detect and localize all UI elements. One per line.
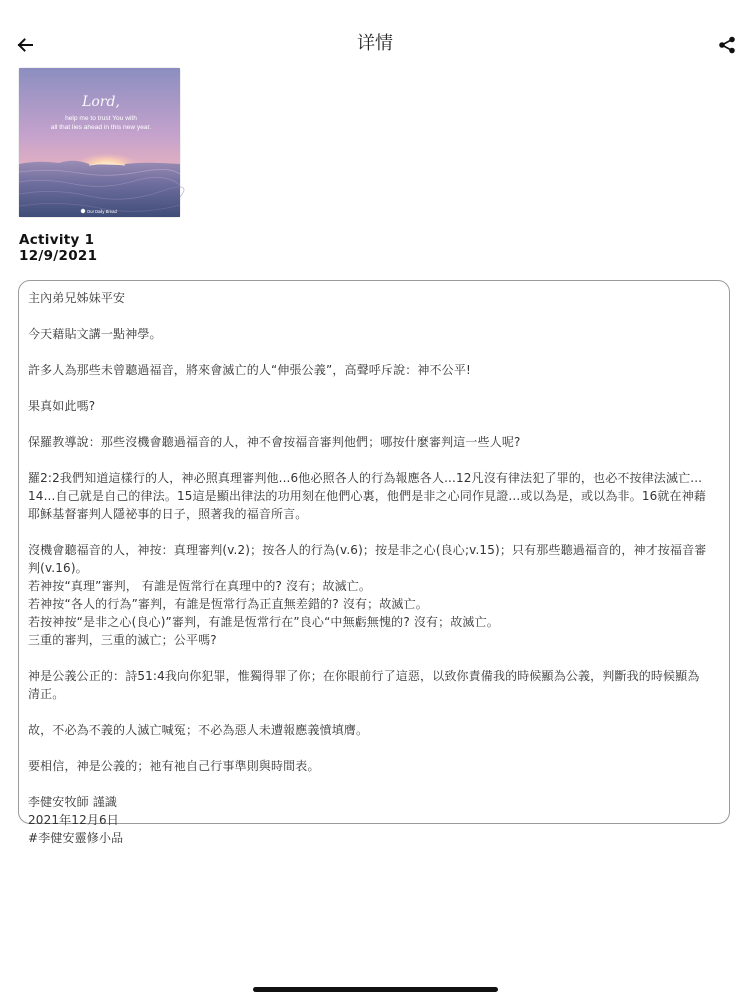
content-line: 故，不必為不義的人滅亡喊冤；不必為惡人未遭報應義憤填膺。 — [28, 723, 369, 737]
content-paragraph — [28, 793, 719, 847]
content-line: 神是公義公正的：詩51:4我向你犯罪，惟獨得罪了你；在你眼前行了這惡，以致你責備我的時候顯為公義，判斷我的時候顯為 — [28, 669, 700, 683]
brand-logo-icon — [81, 209, 85, 213]
content-line: #李健安靈修小品 — [28, 831, 124, 845]
share-icon — [718, 36, 736, 54]
content-paragraph — [28, 667, 719, 703]
activity-name: Activity 1 — [19, 232, 95, 248]
content-paragraph — [28, 469, 719, 523]
content-paragraph — [28, 433, 719, 451]
cover-line-1: help me to trust You with — [65, 115, 137, 122]
content-line: 羅2:2我們知道這樣行的人，神必照真理審判他...6他必照各人的行為報應各人...12凡沒有律法犯了罪的，也必不按律法滅亡... — [28, 471, 703, 485]
devotional-content[interactable] — [18, 280, 730, 845]
content-line: 若按神按“是非之心(良心)”審判，有誰是恆常行在”良心“中無虧無愧的? 沒有；故滅亡。 — [28, 615, 499, 629]
content-paragraph — [28, 361, 719, 379]
share-button[interactable] — [712, 30, 742, 60]
page-title: 详情 — [357, 33, 393, 54]
content-line: 許多人為那些未曾聽過福音，將來會滅亡的人“伸張公義”，高聲呼斥說：神不公平! — [28, 363, 471, 377]
content-line: 要相信，神是公義的；祂有祂自己行事準則與時間表。 — [28, 759, 320, 773]
content-line: 李健安牧師 謹識 — [28, 795, 118, 809]
content-line: 果真如此嗎? — [28, 399, 96, 413]
content-line: 清正。 — [28, 687, 65, 701]
content-paragraph — [28, 757, 719, 775]
content-line: 耶穌基督審判人隱祕事的日子，照著我的福音所言。 — [28, 507, 308, 521]
cover-line-2: all that lies ahead in this new year. — [50, 124, 152, 131]
content-line: 判(v.16)。 — [28, 561, 88, 575]
content-paragraph — [28, 721, 719, 739]
content-line: 2021年12月6日 — [28, 813, 119, 827]
content-line: 今天藉貼文講一點神學。 — [28, 327, 162, 341]
cover-script-word: Lord, — [82, 94, 120, 110]
home-indicator[interactable] — [253, 987, 498, 992]
content-line: 保羅教導說：那些沒機會聽過福音的人，神不會按福音審判他們；哪按什麼審判這一些人呢? — [28, 435, 521, 449]
content-paragraph — [28, 325, 719, 343]
content-line: 三重的審判，三重的滅亡；公平嗎? — [28, 633, 217, 647]
activity-date: 12/9/2021 — [19, 248, 98, 264]
content-paragraph — [28, 397, 719, 415]
cover-brand: Our Daily Bread — [87, 209, 117, 214]
content-paragraph — [28, 541, 719, 649]
content-line: 若神按“真理”審判， 有誰是恆常行在真理中的? 沒有；故滅亡。 — [28, 579, 372, 593]
content-line: 14...自己就是自己的律法。15這是顯出律法的功用刻在他們心裏，他們是非之心同作見證...或以為是，或以為非。16就在神藉 — [28, 489, 706, 503]
content-line: 沒機會聽福音的人，神按：真理審判(v.2)；按各人的行為(v.6)；按是非之心(良心;v.15)；只有那些聽過福音的，神才按福音審 — [28, 543, 707, 557]
devotional-cover-image[interactable] — [19, 68, 180, 217]
content-line: 主內弟兄姊妹平安 — [28, 291, 126, 305]
content-paragraph — [28, 289, 719, 307]
content-line: 若神按“各人的行為”審判，有誰是恆常行為正直無差錯的? 沒有；故滅亡。 — [28, 597, 428, 611]
content-paragraphs — [28, 289, 719, 847]
